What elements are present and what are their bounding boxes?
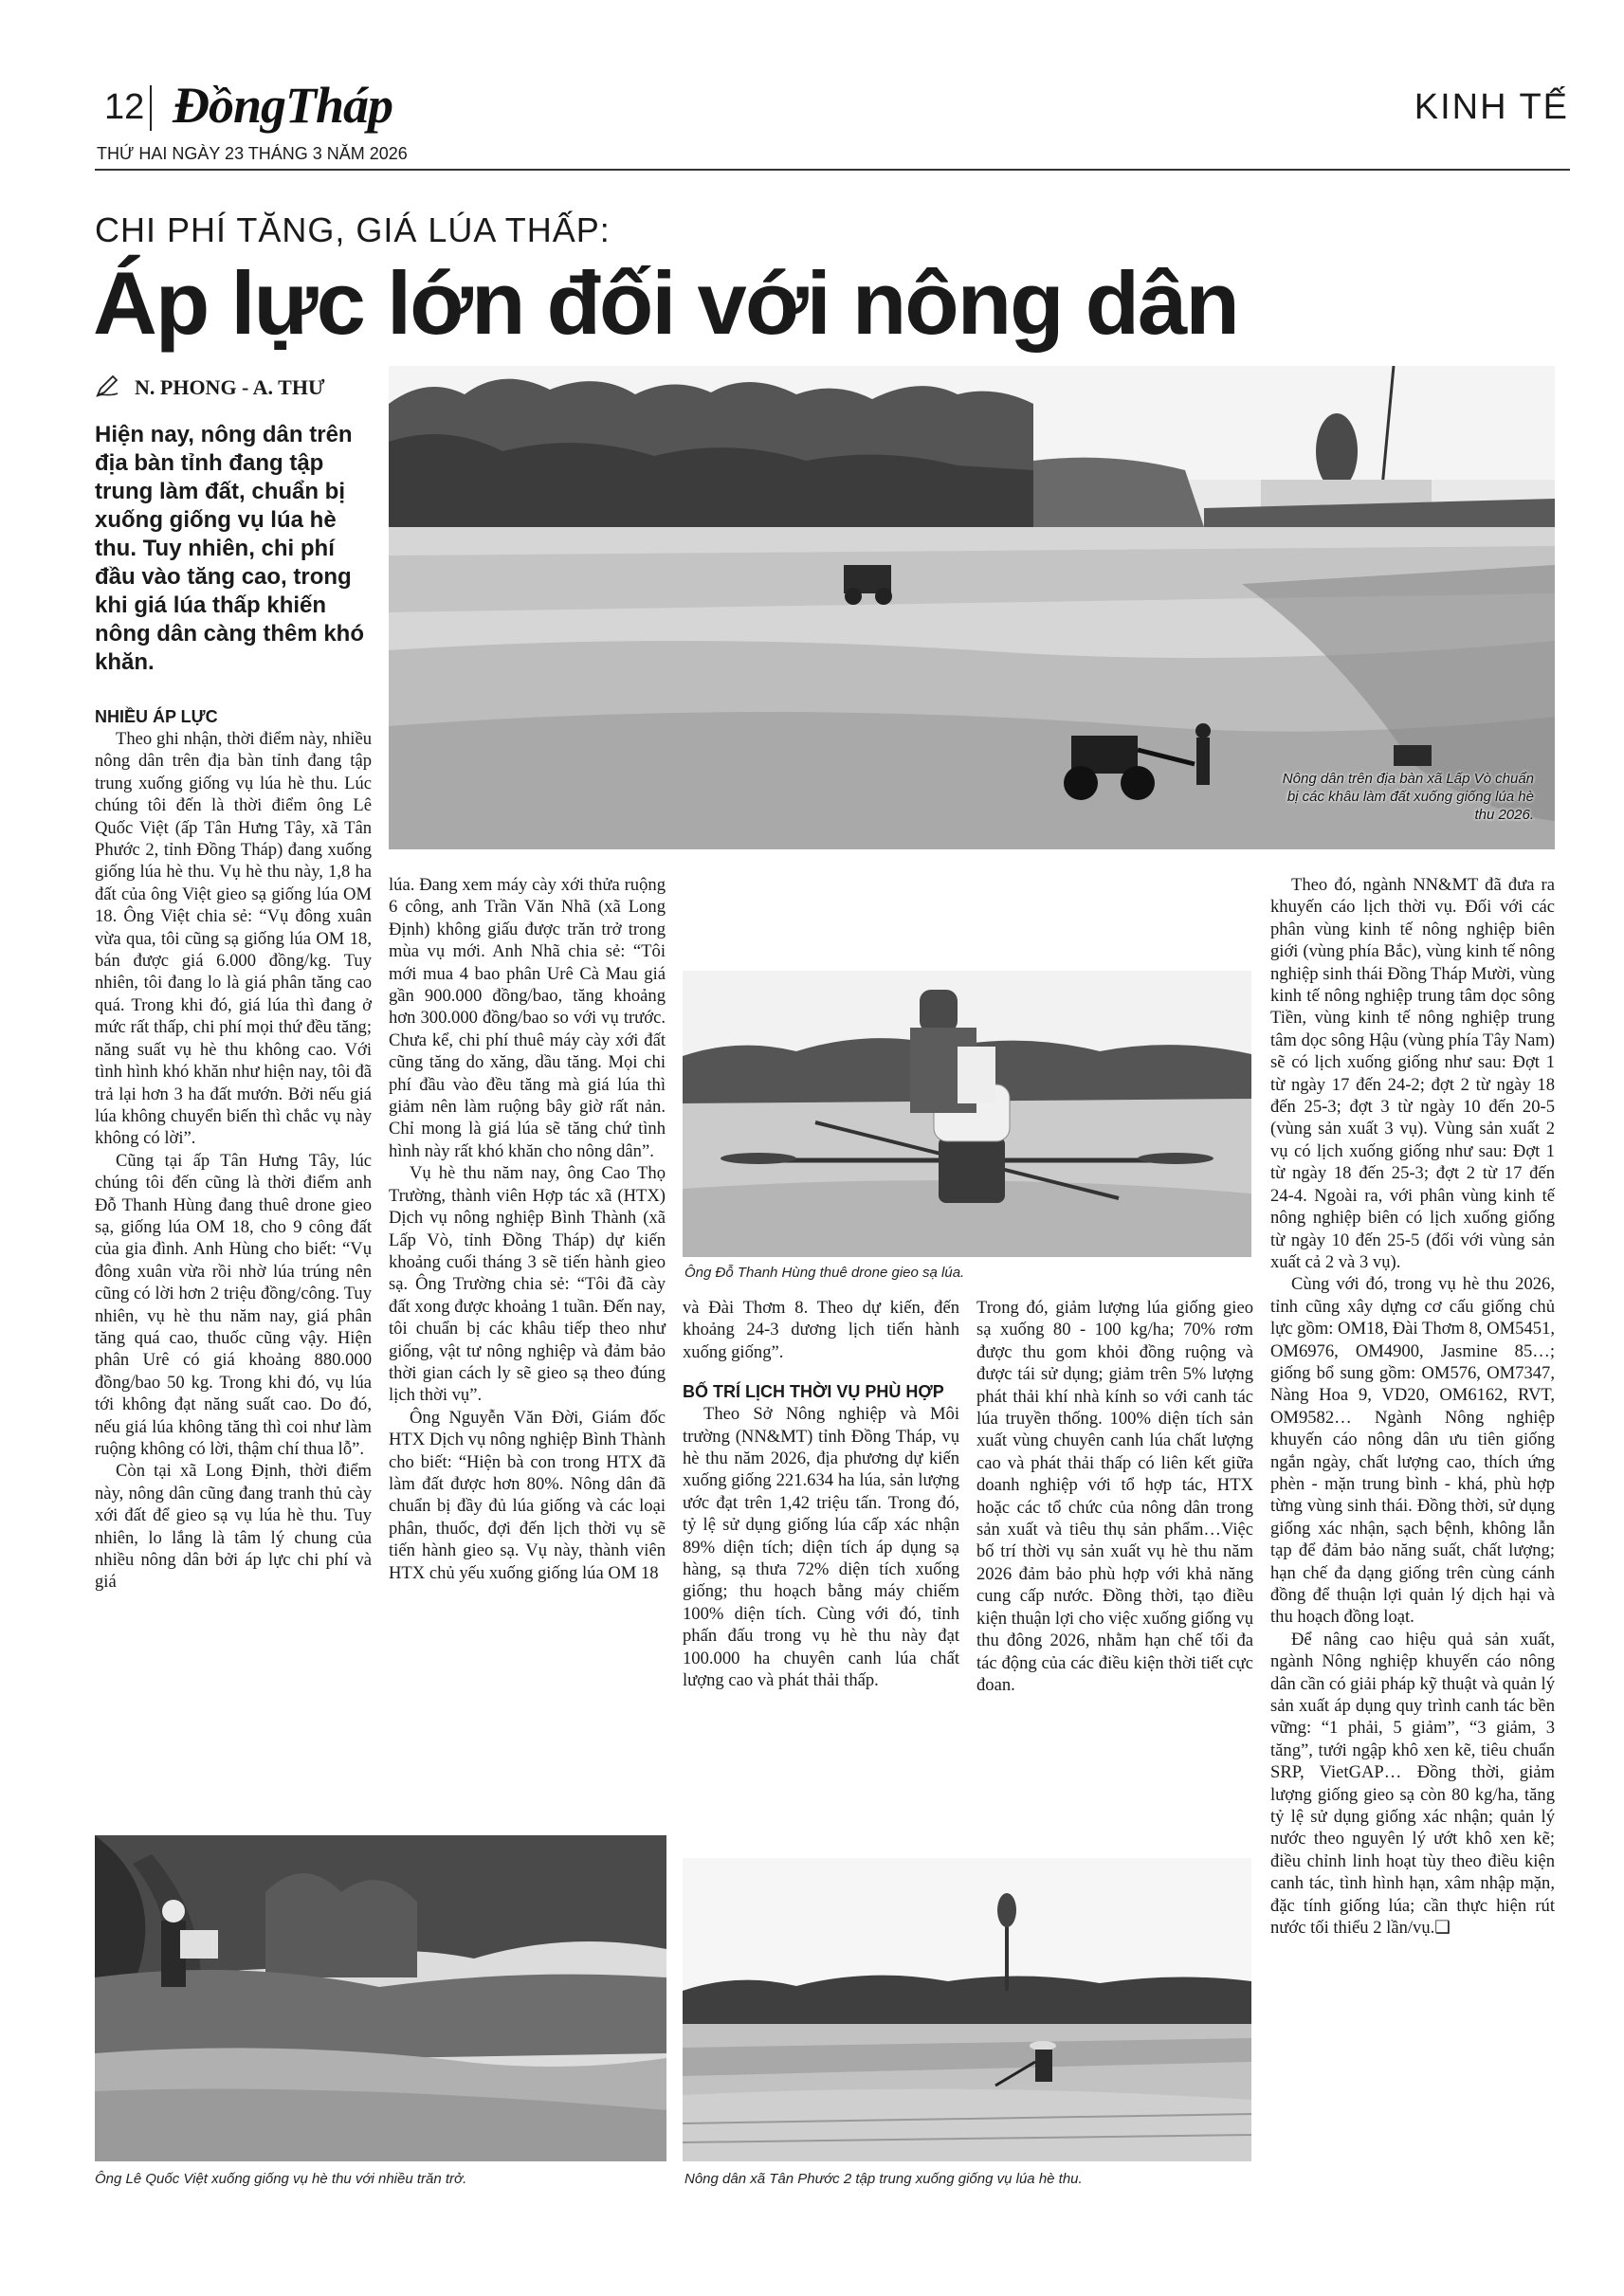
pen-icon [95,374,119,398]
article-column-1 [95,705,372,1594]
article-column-2 [389,874,666,1584]
masthead-logo: ĐồngTháp [173,77,393,134]
photo4-caption: Nông dân xã Tân Phước 2 tập trung xuống giống vụ lúa hè thu. [684,2171,1083,2187]
paragraph: và Đài Thơm 8. Theo dự kiến, đến khoảng 24-3 dương lịch tiến hành xuống giống”. [683,1298,959,1362]
header-separator [150,85,152,131]
paragraph: Theo Sở Nông nghiệp và Môi trường (NN&MT) tỉnh Đồng Tháp, vụ hè thu năm 2026, địa phương dự kiến xuống giống 221.634 ha lúa, sản lượng ước đạt trên 1,42 triệu tấn. Trong đó, tỷ lệ sử dụng giống lúa cấp xác nhận 89% diện tích; diện tích áp dụng sạ hàng, sạ thưa 72% diện tích xuống giống; thu hoạch bằng máy chiếm 100% diện tích. Cùng với đó, tỉnh phấn đấu trong vụ hè thu này đạt 100.000 ha chuyên canh lúa chất lượng cao và phát thải thấp. [683,1404,959,1691]
article-column-3 [683,1297,959,1692]
paragraph: Để nâng cao hiệu quả sản xuất, ngành Nông nghiệp khuyến cáo nông dân cần có giải pháp kỹ thuật và quản lý sản xuất áp dụng quy trình canh tác bền vững: “1 phải, 5 giảm”, “3 giảm, 3 tăng”, tưới ngập khô xen kẽ, tiêu chuẩn SRP, VietGAP… Đồng thời, giảm lượng giống gieo sạ còn 80 kg/ha, tăng tỷ lệ sử dụng giống xác nhận; quản lý nước theo nguyên lý ướt khô xen kẽ; điều chỉnh linh hoạt tùy theo điều kiện canh tác, tình hình hạn, xâm nhập mặn, đặc tính giống lúa; cần thực hiện rút nước tối thiểu 2 lần/vụ.❑ [1270,1629,1555,1939]
paragraph: Ông Nguyễn Văn Đời, Giám đốc HTX Dịch vụ nông nghiệp Bình Thành cho biết: “Hiện bà con trong HTX đã làm đất được hơn 80%. Nông dân đã chuẩn bị đầy đủ lúa giống và các loại phân, thuốc, đợi đến lịch thời vụ sẽ tiến hành gieo sạ. Vụ này, thành viên HTX chủ yếu xuống giống lúa OM 18 [389,1407,666,1583]
section-label: KINH TẾ [1414,87,1569,127]
subhead-pressure: NHIỀU ÁP LỰC [95,707,218,726]
article-kicker: CHI PHÍ TĂNG, GIÁ LÚA THẤP: [95,210,611,249]
photo2-caption: Ông Đỗ Thanh Hùng thuê drone gieo sạ lúa. [684,1265,965,1281]
photo-farmer-sowing [95,1835,666,2161]
issue-date: THỨ HAI NGÀY 23 THÁNG 3 NĂM 2026 [97,144,408,163]
photo-farmer-paddy [683,1858,1251,2161]
article-headline: Áp lực lớn đối với nông dân [93,253,1238,353]
header-rule [95,169,1570,171]
article-sapo: Hiện nay, nông dân trên địa bàn tỉnh đang tập trung làm đất, chuẩn bị xuống giống vụ lúa hè thu. Tuy nhiên, chi phí đầu vào tăng cao, trong khi giá lúa thấp khiến nông dân càng thêm khó khăn. [95,422,365,675]
paragraph: Trong đó, giảm lượng lúa giống gieo sạ xuống 80 - 100 kg/ha; 70% rơm được thu gom khỏi đồng ruộng và được tái sử dụng; giảm trên 5% lượng phát thải khí nhà kính so với canh tác lúa truyền thống. 100% diện tích sản xuất vùng chuyên canh lúa chất lượng cao và phát thải thấp có liên kết giữa doanh nghiệp với tổ hợp tác, HTX hoặc các tổ chức của nông dân trong sản xuất và tiêu thụ sản phẩm…Việc bố trí thời vụ sản xuất vụ hè thu năm 2026 đảm bảo phù hợp với khả năng cung cấp nước. Đồng thời, tạo điều kiện thuận lợi cho việc xuống giống vụ thu đông 2026, nhằm hạn chế tối đa tác động của các điều kiện thời tiết cực đoan. [976,1298,1253,1695]
paragraph: lúa. Đang xem máy cày xới thửa ruộng 6 công, anh Trần Văn Nhã (xã Long Định) không giấu được trăn trở trong mùa vụ mới. Anh Nhã chia sẻ: “Tôi mới mua 4 bao phân Urê Cà Mau giá gần 900.000 đồng/bao, tăng khoảng hơn 300.000 đồng/bao so với vụ trước. Chưa kể, chi phí thuê máy cày xới đất cũng tăng do xăng, dầu tăng. Mọi chi phí đầu vào đều tăng mà giá lúa thì giảm nên làm ruộng bây giờ rất nản. Chỉ mong là giá lúa sẽ tăng chứ tình hình này rất khó khăn cho nông dân”. [389,875,666,1161]
photo1-caption: Nông dân trên địa bàn xã Lấp Vò chuẩn bị các khâu làm đất xuống giống lúa hè thu 2026. [1282,771,1534,823]
article-column-5 [1270,874,1555,1940]
photo3-caption: Ông Lê Quốc Việt xuống giống vụ hè thu với nhiều trăn trở. [95,2171,467,2187]
photo-drone-seeding [683,971,1251,1257]
article-column-4 [976,1297,1253,1696]
paragraph: Cũng tại ấp Tân Hưng Tây, lúc chúng tôi đến cũng là thời điểm anh Đỗ Thanh Hùng đang thuê drone gieo sạ, giống lúa OM 18, cho 9 công đất của gia đình. Anh Hùng cho biết: “Vụ đông xuân vừa rồi nhờ lúa trúng nên cũng có lời hơn 2 triệu đồng/công. Tuy nhiên, vụ hè thu năm nay, giá phân tăng quá cao, thuốc cũng vậy. Hiện phân Urê có giá khoảng 880.000 đồng/bao 50 kg. Trong khi đó, vụ lúa tới không đạt năng suất cao. Do đó, nếu giá lúa không tăng thì coi như làm ruộng không có lời, thậm chí thua lỗ”. [95,1150,372,1459]
paragraph: Còn tại xã Long Định, thời điểm này, nông dân cũng đang tranh thủ cày xới đất để gieo sạ vụ lúa hè thu. Tuy nhiên, lo lắng là tâm lý chung của nhiều nông dân bởi áp lực chi phí và giá [95,1461,372,1593]
subhead-schedule: BỐ TRÍ LỊCH THỜI VỤ PHÙ HỢP [683,1382,944,1402]
paragraph: Vụ hè thu năm nay, ông Cao Thọ Trường, thành viên Hợp tác xã (HTX) Dịch vụ nông nghiệp Bình Thành (xã Lấp Vò, tỉnh Đồng Tháp) dự kiến khoảng cuối tháng 3 sẽ tiến hành gieo sạ. Ông Trường chia sẻ: “Tôi đã cày đất xong được khoảng 1 tuần. Đến nay, tôi chuẩn bị các khâu tiếp theo như giống, vật tư nông nghiệp và đảm bảo thời gian cách ly sẽ gieo sạ theo đúng lịch thời vụ”. [389,1163,666,1406]
paragraph: Cùng với đó, trong vụ hè thu 2026, tỉnh cũng xây dựng cơ cấu giống chủ lực gồm: OM18, Đài Thơm 8, OM5451, OM6976, OM4900, Jasmine 85…; giống bổ sung gồm: OM576, OM7347, Nàng Hoa 9, VD20, OM6162, RVT, OM9582… Ngành Nông nghiệp khuyến cáo nông dân ưu tiên giống ngắn ngày, chất lượng cao, thích ứng phèn - mặn trung bình - khá, phù hợp từng vùng sinh thái. Đồng thời, sử dụng giống xác nhận, sạch bệnh, không lẫn tạp để đảm bảo năng suất, chất lượng; hạn chế đa dạng giống trên cùng cánh đồng để thuận lợi quản lý dịch hại và thu hoạch đồng loạt. [1270,1274,1556,1628]
paragraph: Theo ghi nhận, thời điểm này, nhiều nông dân trên địa bàn tỉnh đang tập trung xuống giống vụ lúa hè thu. Lúc chúng tôi đến là thời điểm ông Lê Quốc Việt (ấp Tân Hưng Tây, xã Tân Phước 2, tỉnh Đồng Tháp) đang xuống giống lúa hè thu. Vụ hè thu này, 1,8 ha đất của ông Việt gieo sạ giống lúa OM 18. Ông Việt chia sẻ: “Vụ đông xuân vừa qua, tôi cũng sạ giống lúa OM 18, bán được giá 6.000 đồng/kg. Tuy nhiên, tôi đang lo là giá phân tăng cao quá. Trong khi đó, giá lúa thì đang ở mức rất thấp, chi phí mọi thứ đều tăng; năng suất vụ hè thu không cao. Với tình hình khó khăn như hiện nay, tôi đã trả lại hơn 3 ha đất mướn. Bởi nếu giá lúa không chuyển biến thì chắc vụ này không có lời”. [95,729,372,1149]
paragraph: Theo đó, ngành NN&MT đã đưa ra khuyến cáo lịch thời vụ. Đối với các phân vùng kinh tế nông nghiệp biên giới (vùng phía Bắc), vùng kinh tế nông nghiệp sinh thái Đồng Tháp Mười, vùng kinh tế nông nghiệp trung tâm dọc sông Tiền, vùng kinh tế nông nghiệp trung tâm dọc sông Hậu (vùng phía Tây Nam) sẽ có lịch xuống giống như sau: Đợt 1 từ ngày 17 đến 24-2; đợt 2 từ ngày 18 đến 25-3; đợt 3 từ ngày 10 đến 20-5 (vùng sản xuất 3 vụ). Vùng sản xuất 2 vụ có lịch xuống giống như sau: Đợt 1 từ ngày 18 đến 25-3; đợt 2 từ 17 đến 24-4. Ngoài ra, với phân vùng kinh tế nông nghiệp biên có lịch xuống giống từ ngày 10 đến 25-5 (đối với vùng sản xuất cả 2 và 3 vụ). [1270,875,1556,1272]
page-number: 12 [104,87,145,127]
article-byline: N. PHONG - A. THƯ [135,375,325,399]
